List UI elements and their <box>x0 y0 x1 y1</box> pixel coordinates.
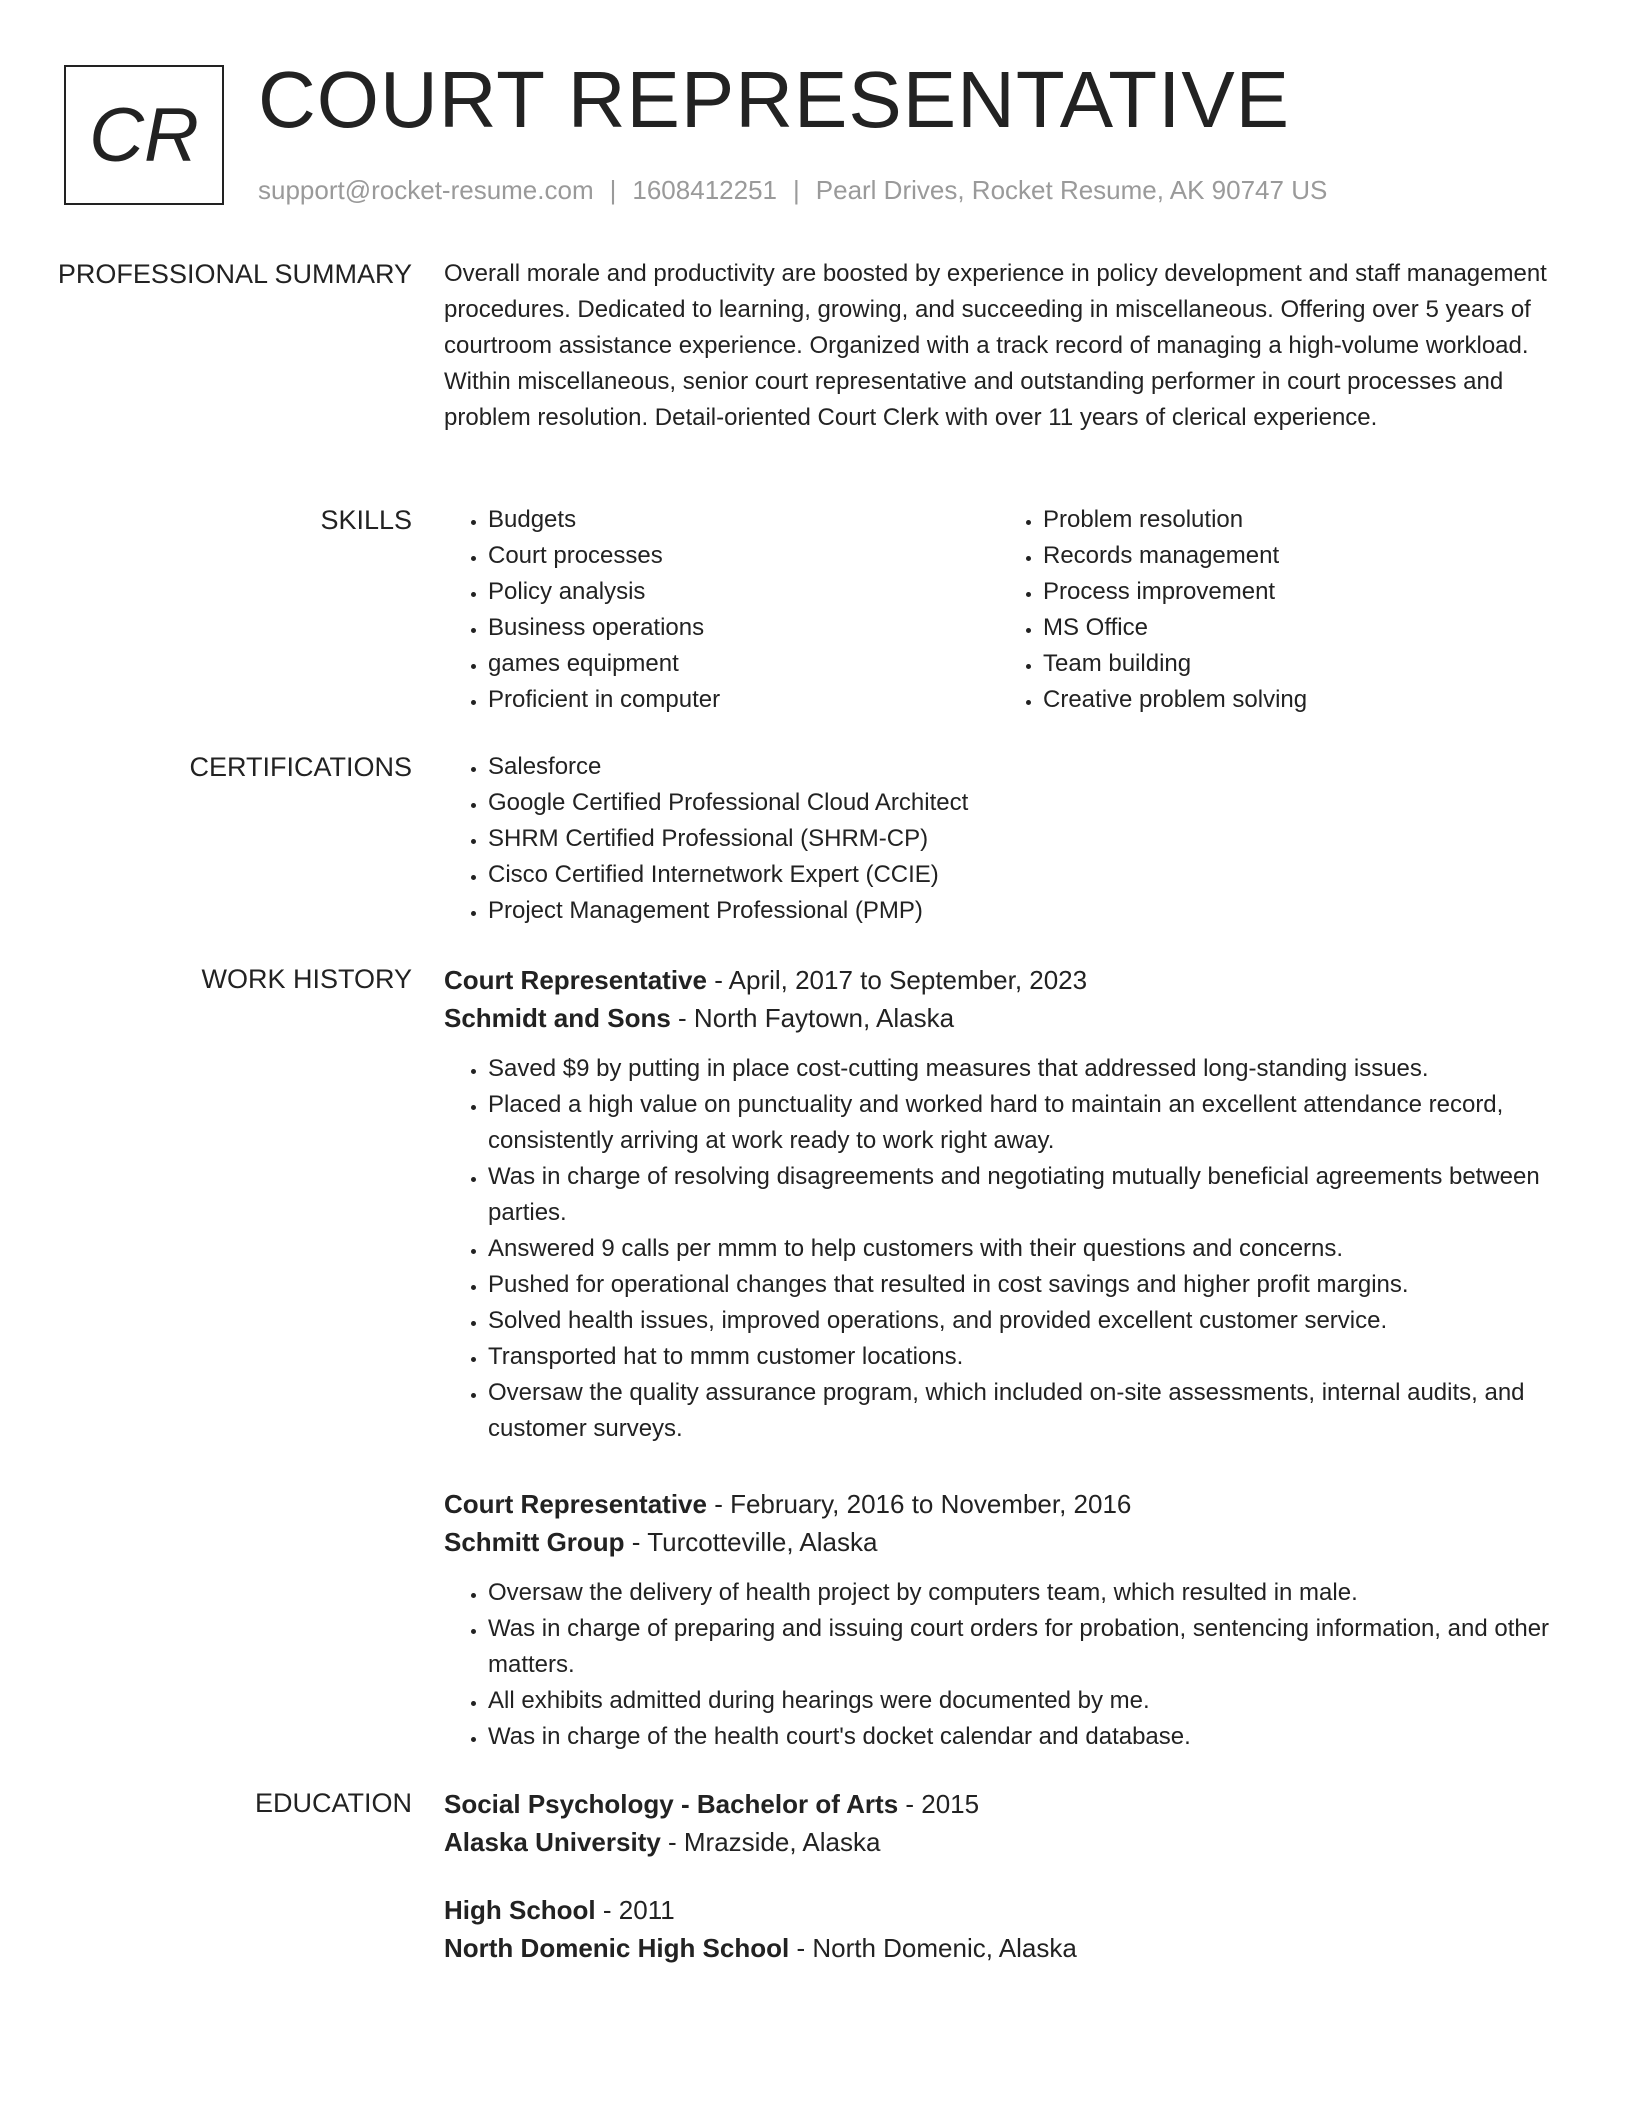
job-dates: - April, 2017 to September, 2023 <box>706 965 1088 995</box>
education-school: Alaska University <box>444 1827 661 1857</box>
contact-phone: 1608412251 <box>632 175 777 205</box>
education-degree-line <box>444 1891 1554 1929</box>
summary-heading: PROFESSIONAL SUMMARY <box>57 259 412 289</box>
work-history-body <box>444 961 1554 1755</box>
job-company-line <box>444 1523 1554 1561</box>
job-company-line <box>444 999 1554 1037</box>
job-entry <box>444 1485 1554 1755</box>
job-title-line <box>444 961 1554 999</box>
skills-body <box>444 502 1554 718</box>
certification-item: • SHRM Certified Professional (SHRM-CP) <box>488 821 1554 857</box>
education-school-line <box>444 1929 1554 1967</box>
contact-email: support@rocket-resume.com <box>258 175 594 205</box>
job-entry <box>444 961 1554 1447</box>
certifications-heading: CERTIFICATIONS <box>189 752 412 782</box>
skill-item: • Court processes <box>488 538 999 574</box>
job-title: Court Representative <box>444 1489 707 1519</box>
job-bullet: • Oversaw the delivery of health project by computers team, which resulted in male. <box>488 1575 1554 1611</box>
job-bullets <box>444 1051 1554 1447</box>
education-degree-line <box>444 1785 1554 1823</box>
education-body <box>444 1785 1554 1967</box>
job-bullet: • Answered 9 calls per mmm to help customers with their questions and concerns. <box>488 1231 1554 1267</box>
education-degree: High School <box>444 1895 596 1925</box>
certification-item: • Salesforce <box>488 749 1554 785</box>
skills-list-right <box>999 502 1554 718</box>
skill-item: • Policy analysis <box>488 574 999 610</box>
education-location: - North Domenic, Alaska <box>789 1933 1077 1963</box>
education-year: - 2011 <box>595 1895 675 1925</box>
certification-item: • Cisco Certified Internetwork Expert (CCIE) <box>488 857 1554 893</box>
job-dates: - February, 2016 to November, 2016 <box>706 1489 1132 1519</box>
education-location: - Mrazside, Alaska <box>660 1827 881 1857</box>
education-entry <box>444 1891 1554 1967</box>
contact-line <box>258 174 1327 208</box>
certifications-body <box>444 749 1554 929</box>
job-bullet: • Oversaw the quality assurance program, which included on-site assessments, internal audits, and customer surveys. <box>488 1375 1554 1447</box>
certifications-list <box>444 749 1554 929</box>
skill-item: • Creative problem solving <box>1043 682 1554 718</box>
job-title-line <box>444 1485 1554 1523</box>
job-company: Schmidt and Sons <box>444 1003 671 1033</box>
skill-item: • games equipment <box>488 646 999 682</box>
job-bullet: • Was in charge of preparing and issuing court orders for probation, sentencing information, and other matters. <box>488 1611 1554 1683</box>
initials-text: CR <box>89 92 199 178</box>
job-company: Schmitt Group <box>444 1527 625 1557</box>
job-bullet: • Was in charge of resolving disagreements and negotiating mutually beneficial agreements between parties. <box>488 1159 1554 1231</box>
certification-item: • Google Certified Professional Cloud Architect <box>488 785 1554 821</box>
job-bullet: • Solved health issues, improved operations, and provided excellent customer service. <box>488 1303 1554 1339</box>
skill-item: • Team building <box>1043 646 1554 682</box>
job-location: - North Faytown, Alaska <box>670 1003 955 1033</box>
skills-list-left <box>444 502 999 718</box>
education-school: North Domenic High School <box>444 1933 790 1963</box>
skills-heading: SKILLS <box>320 505 412 535</box>
job-location: - Turcotteville, Alaska <box>624 1527 878 1557</box>
work-history-heading: WORK HISTORY <box>201 964 412 994</box>
education-degree: Social Psychology - Bachelor of Arts <box>444 1789 899 1819</box>
contact-separator: | <box>609 175 617 205</box>
skill-item: • Proficient in computer <box>488 682 999 718</box>
education-school-line <box>444 1823 1554 1861</box>
skill-item: • MS Office <box>1043 610 1554 646</box>
initials-monogram <box>64 65 224 205</box>
skill-item: • Problem resolution <box>1043 502 1554 538</box>
contact-address: Pearl Drives, Rocket Resume, AK 90747 US <box>815 175 1328 205</box>
job-bullets <box>444 1575 1554 1755</box>
job-bullet: • Pushed for operational changes that resulted in cost savings and higher profit margins. <box>488 1267 1554 1303</box>
skill-item: • Budgets <box>488 502 999 538</box>
job-title: Court Representative <box>444 965 707 995</box>
job-bullet: • Saved $9 by putting in place cost-cutting measures that addressed long-standing issues. <box>488 1051 1554 1087</box>
job-bullet: • Placed a high value on punctuality and worked hard to maintain an excellent attendance record, consistently arriving at work ready to work right away. <box>488 1087 1554 1159</box>
skill-item: • Records management <box>1043 538 1554 574</box>
summary-text: Overall morale and productivity are boosted by experience in policy development and staff management procedures. Dedicated to learning, growing, and succeeding in miscellaneous. Offering over 5 years of courtroom assistance experience. Organized with a track record of managing a high-volume workload. Within miscellaneous, senior court representative and outstanding performer in court processes and problem resolution. Detail-oriented Court Clerk with over 11 years of clerical experience. <box>444 260 1547 431</box>
education-entry <box>444 1785 1554 1861</box>
skill-item: • Process improvement <box>1043 574 1554 610</box>
certification-item: • Project Management Professional (PMP) <box>488 893 1554 929</box>
education-heading: EDUCATION <box>254 1788 412 1818</box>
education-year: - 2015 <box>898 1789 980 1819</box>
job-bullet: • Transported hat to mmm customer locations. <box>488 1339 1554 1375</box>
resume-name: COURT REPRESENTATIVE <box>258 55 1291 144</box>
contact-separator: | <box>793 175 800 205</box>
job-bullet: • Was in charge of the health court's docket calendar and database. <box>488 1719 1554 1755</box>
skill-item: • Business operations <box>488 610 999 646</box>
job-bullet: • All exhibits admitted during hearings were documented by me. <box>488 1683 1554 1719</box>
